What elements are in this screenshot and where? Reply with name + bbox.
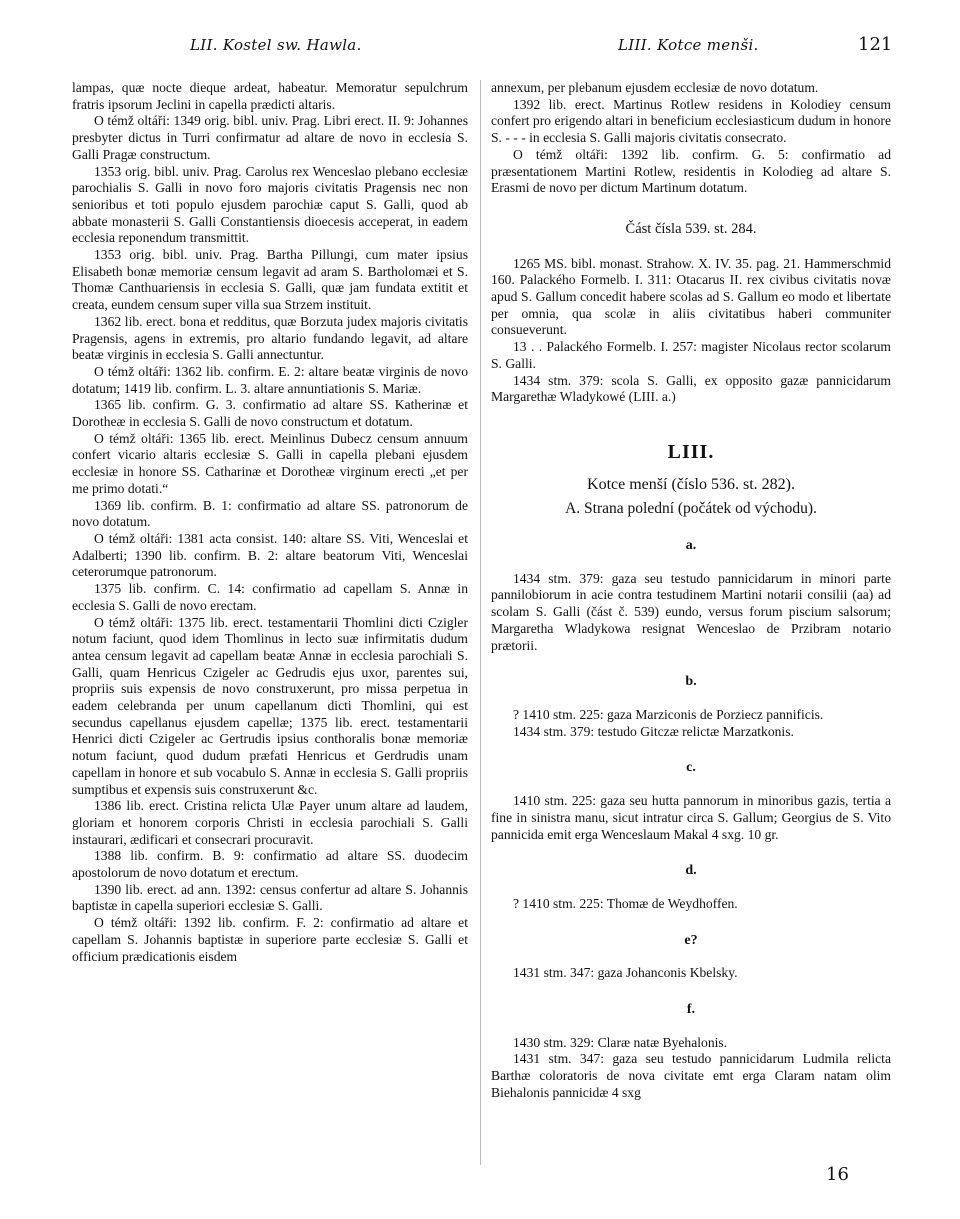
entry-paragraph: 1410 stm. 225: gaza seu hutta pannorum in minoribus gazis, tertia a fine in sinistra manu, sicut intratur circa S. Gallum; Georgius de S. Vito pannicida emit erga Wenceslaum Makal 4 sxg. 10 gr.	[491, 793, 891, 842]
right-column-continuation	[491, 80, 891, 197]
entry-paragraph: ? 1410 stm. 225: gaza Marziconis de Porziecz pannificis.	[513, 706, 824, 722]
section-subtitle: A. Strana polední (počátek od východu).	[565, 500, 817, 518]
entry-paragraph: 1434 stm. 379: gaza seu testudo pannicidarum in minori parte pannilobiorum in acie contra testudinem Martini notarii consilii (aa) ad scolam S. Galli (část č. 539) eundo, versus forum piscium salsorum; Margaretha Wladykowa resignat Wenceslao de Przibram notario prætorii.	[491, 570, 891, 653]
paragraph: O témž oltáři: 1392 lib. confirm. G. 5: confirmatio ad præsentationem Martini Rotlew, residentis in Kolodieg ad altare S. Erasmi de novo per dictum Martinum dotatum.	[491, 146, 891, 196]
running-header-right: LIII. Kotce menši.	[618, 36, 759, 54]
entry-letter: b.	[685, 674, 697, 690]
paragraph: 1353 orig. bibl. univ. Prag. Carolus rex Wenceslao plebano ecclesiæ parochialis S. Galli in novo foro majoris civitatis Pragensis nec non senioribus et toti populo ejusdem parochiæ caput S. Galli, quod ab abbate monasterii S. Galli Constantiensis dioecesis acceperat, in eadem ecclesia reponendum transmittit.	[72, 163, 468, 246]
paragraph: O témž oltáři: 1362 lib. confirm. E. 2: altare beatæ virginis de novo dotatum; 1419 lib. confirm. L. 3. altare annuntiationis S. Mariæ.	[72, 363, 468, 396]
entry-paragraph: 1431 stm. 347: gaza Johanconis Kbelsky.	[513, 965, 738, 981]
paragraph: 1369 lib. confirm. B. 1: confirmatio ad altare SS. patronorum de novo dotatum.	[72, 497, 468, 530]
paragraph: O témž oltáři: 1365 lib. erect. Meinlinus Dubecz censum annuum confert vicario altaris ecclesiæ S. Galli in capella plebani ejusdem ecclesiæ in honore SS. Catharinæ et Dorotheæ virginum erecti „et per me primo dotati.“	[72, 430, 468, 496]
cast-heading: Část čísla 539. st. 284.	[625, 220, 757, 237]
paragraph: 13 . . Palackého Formelb. I. 257: magister Nicolaus rector scolarum S. Galli.	[491, 339, 891, 371]
entry-paragraph: 1434 stm. 379: testudo Gitczæ relictæ Marzatkonis.	[513, 723, 794, 739]
page-number: 121	[858, 34, 893, 55]
column-divider	[480, 80, 481, 1165]
paragraph: lampas, quæ nocte dieque ardeat, habeatur. Memoratur sepulchrum fratris ipsorum Jeclini in capella prædicti altaris.	[72, 80, 468, 112]
left-column	[72, 80, 468, 965]
paragraph: O témž oltáři: 1375 lib. erect. testamentarii Thomlini dicti Czigler notum faciunt, quod idem Thomlinus in lecto suæ infirmitatis dudum antea censum legavit ad capellam beatæ Annæ in ecclesia parochiali S. Galli, quam Henricus Czigeler ac Gedrudis ejus uxor, parentes sui, propriis suis expensis de novo construxerunt, pro missa perpetua in eadem celebranda per unum capellanum dicti Thomlini, qui est secundus capellanus ejusdem capellæ; 1375 lib. erect. testamentarii Henrici dicti Czigeler ac Gertrudis ipsius conthoralis bonæ memoriæ notum faciunt, quod dudum præfati Henricus et Gerdrudis unam capellam in honore et sub vocabulo S. Annæ in ecclesia S. Galli propriis sumptibus et expensis suis construxerunt &c.	[72, 614, 468, 797]
paragraph: 1353 orig. bibl. univ. Prag. Bartha Pillungi, cum mater ipsius Elisabeth bonæ memoriæ censum legavit ad aram S. Bartholomæi et S. Thomæ Canthuariensis in ecclesia S. Galli, quæ jam fundata extitit et creata, eundem censum super villa sua Strzem instituit.	[72, 247, 468, 313]
section-title: Kotce menší (číslo 536. st. 282).	[587, 475, 795, 493]
paragraph: O témž oltáři: 1392 lib. confirm. F. 2: confirmatio ad altare et capellam S. Johannis baptistæ in superiore parte ecclesiæ S. Galli et officium prædicationis eisdem	[72, 915, 468, 964]
entry-letter: c.	[686, 760, 696, 776]
entry-paragraph: ? 1410 stm. 225: Thomæ de Weydhoffen.	[513, 895, 738, 911]
paragraph: 1386 lib. erect. Cristina relicta Ulæ Payer unum altare ad laudem, gloriam et honorem corporis Christi in ecclesia parochiali S. Galli instaurari, ædificari et consecrari procuravit.	[72, 798, 468, 847]
entry-paragraph: 1431 stm. 347: gaza seu testudo pannicidarum Ludmila relicta Barthæ coloratoris de nova civitate emt erga Claram natam olim Biehalonis pannicidæ 4 sxg	[491, 1051, 891, 1100]
paragraph: 1375 lib. confirm. C. 14: confirmatio ad capellam S. Annæ in ecclesia S. Galli de novo erectam.	[72, 581, 468, 613]
entry-letter: f.	[686, 1002, 696, 1018]
paragraph: 1388 lib. confirm. B. 9: confirmatio ad altare SS. duodecim apostolorum de novo dotatum et erectum.	[72, 848, 468, 881]
entry-letter: a.	[685, 538, 697, 554]
entry-paragraph: 1430 stm. 329: Claræ natæ Byehalonis.	[513, 1034, 728, 1050]
paragraph: 1365 lib. confirm. G. 3. confirmatio ad altare SS. Katherinæ et Dorotheæ in ecclesia S. Galli de novo constructum et dotatum.	[72, 397, 468, 430]
entries	[491, 538, 891, 1101]
paragraph: O témž oltáři: 1349 orig. bibl. univ. Prag. Libri erect. II. 9: Johannes presbyter dictus in Turri confirmatur ad altare de novo in ecclesia S. Galli Pragæ constructum.	[72, 113, 468, 162]
entry-letter: d.	[685, 863, 697, 879]
section-numeral: LIII.	[667, 440, 715, 463]
running-header-left: LII. Kostel sw. Hawla.	[190, 36, 362, 54]
paragraph: 1390 lib. erect. ad ann. 1392: census confertur ad altare S. Johannis baptistæ in capella superiori ecclesiæ S. Galli.	[72, 881, 468, 914]
paragraph: 1434 stm. 379: scola S. Galli, ex opposito gazæ pannicidarum Margarethæ Wladykowé (LIII. a.)	[491, 372, 891, 405]
entry-letter: e?	[684, 932, 698, 948]
paragraph: O témž oltáři: 1381 acta consist. 140: altare SS. Viti, Wenceslai et Adalberti; 1390 lib. confirm. B. 2: altare beatorum Viti, Wenceslai ceterorumque patronorum.	[72, 530, 468, 580]
signature-mark: 16	[826, 1164, 849, 1185]
paragraph: 1265 MS. bibl. monast. Strahow. X. IV. 35. pag. 21. Hammerschmid 160. Palackého Formelb. I. 311: Otacarus II. rex civibus civitatis novæ apud S. Gallum concedit habere scolas ad S. Gallum eo modo et libertate per omnia, qua scolæ in aliis civitatibus haberi communiter consueverunt.	[491, 255, 891, 338]
right-column	[491, 80, 891, 1102]
paragraph: 1392 lib. erect. Martinus Rotlew residens in Kolodiey censum confert pro erigendo altari in beneficium ecclesiasticum dudum in honore S. - - - in ecclesia S. Galli majoris civitatis consecrato.	[491, 96, 891, 146]
paragraph: 1362 lib. erect. bona et redditus, quæ Borzuta judex majoris civitatis Pragensis, agens in extremis, pro altario fundando legavit, ad altare beatæ virginis in ecclesia S. Galli annectuntur.	[72, 313, 468, 363]
cast-paragraphs	[491, 256, 891, 406]
paragraph: annexum, per plebanum ejusdem ecclesiæ de novo dotatum.	[491, 80, 819, 95]
